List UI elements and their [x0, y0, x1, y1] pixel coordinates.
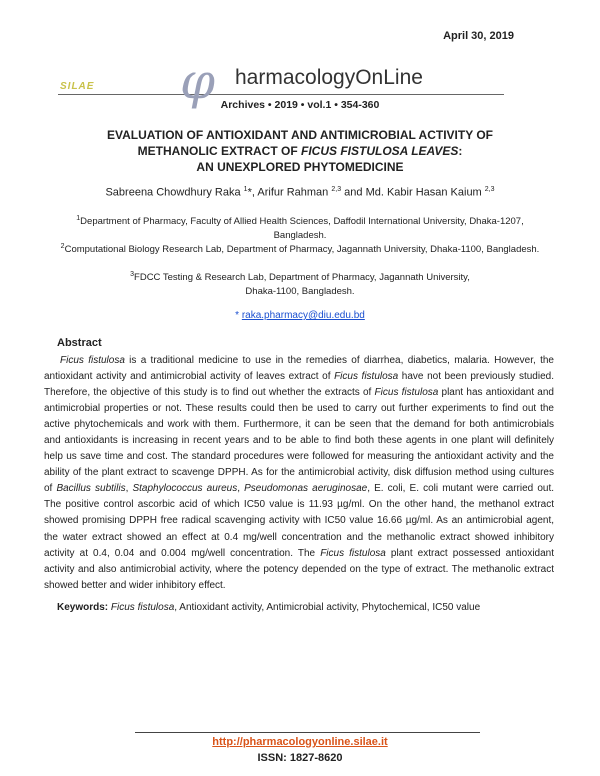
abstract-text: , [237, 483, 245, 495]
corresponding-mark: * [235, 310, 242, 321]
email-link[interactable]: raka.pharmacy@diu.edu.bd [241, 310, 365, 321]
species-name: Staphylococcus aureus [132, 483, 238, 495]
author-name: Arifur Rahman [257, 186, 332, 199]
species-name: Ficus fistulosa [320, 547, 386, 559]
affiliation-text: Computational Biology Research Lab, Department of Pharmacy, Jagannath University, Dhaka-1100, Bangladesh. [64, 244, 540, 256]
species-name: Ficus fistulosa [60, 355, 125, 366]
affiliation-number: 2 [60, 243, 65, 250]
author-affiliation-mark: 2,3 [484, 186, 495, 193]
abstract-text: , [125, 483, 133, 495]
affiliation [120, 268, 480, 299]
abstract-text: have not been previously studied. Therefore, the objective of this study is to find out whether the extracts of [44, 371, 554, 399]
title-text: METHANOLIC EXTRACT OF [137, 144, 301, 158]
species-name: Pseudomonas aeruginosae [244, 483, 368, 495]
affiliation [55, 240, 545, 257]
phi-logo-icon: φ [180, 52, 216, 110]
footer-divider [135, 732, 480, 733]
species-name: Bacillus subtilis [56, 483, 126, 495]
author-name: Sabreena Chowdhury Raka [105, 186, 244, 199]
species-name: Ficus fistulosa [374, 387, 439, 399]
author-affiliation-mark: 2,3 [331, 186, 342, 193]
author-affiliation-mark: 1 [243, 186, 248, 193]
abstract-text: is a traditional medicine to use in the remedies of diarrhea, diabetics, malaria. However, the antioxidant activity and antimicrobial activity of leaves extract of [44, 355, 554, 383]
footer-url [0, 736, 600, 748]
abstract-body [44, 353, 554, 594]
journal-logo-text: harmacologyOnLine [235, 66, 423, 89]
author-name: Md. Kabir Hasan Kaium [365, 186, 485, 199]
issn: ISSN: 1827-8620 [257, 752, 343, 764]
keyword-species: Ficus fistulosa [110, 602, 175, 613]
affiliation-text: FDCC Testing & Research Lab, Department of Pharmacy, Jagannath University, Dhaka-1100, Bangladesh. [134, 272, 470, 298]
title-line: AN UNEXPLORED PHYTOMEDICINE [196, 160, 404, 174]
journal-website-link[interactable]: http://pharmacologyonline.silae.it [212, 736, 388, 748]
keywords-label: Keywords: [57, 602, 109, 613]
affiliation-number: 1 [76, 215, 81, 222]
title-line [60, 143, 540, 159]
title-species: FICUS FISTULOSA LEAVES [300, 144, 459, 158]
keywords-list: , Antioxidant activity, Antimicrobial activity, Phytochemical, IC50 value [174, 602, 481, 613]
paper-title [60, 127, 540, 175]
affiliation [55, 212, 545, 243]
species-name: Ficus fistulosa [334, 371, 399, 383]
abstract-text: , E. coli, E. coli mutant were carried out. The positive control ascorbic acid of which IC50 value is 11.93 µg/ml. On the other hand, the methanol extract showed promising DPPH free radical scavenging activity with IC50 value 16.66 µg/ml. As an antimicrobial agent, the water extract showed an effect at 0.4 mg/well concentration and the methanolic extract showed inhibitory activity at 0.4, 0.04 and 0.004 mg/well concentration. The [44, 483, 555, 559]
silae-logo: SILAE [60, 81, 95, 92]
affiliation-text: Department of Pharmacy, Faculty of Allied Health Sciences, Daffodil International University, Dhaka-1207, Bangladesh. [80, 216, 524, 242]
abstract-text: plant has antioxidant and antimicrobial properties or not. These results could then be used to carry out further experiments to find out the active phytochemicals and work with them. Furthermore, it can be seen that the demand for both antimicrobials and antioxidants is increasing in recent years and to be able to find both these agents in one plant will definitely help us save time and cost. The standard procedures were followed for measuring the antioxidant activity and the ability of the plant extract to scavenge DPPH. As for the antimicrobial activity, disk diffusion method using cultures of [44, 387, 554, 495]
header-divider [58, 94, 504, 95]
journal-issue: Archives • 2019 • vol.1 • 354-360 [220, 99, 380, 111]
authors [0, 186, 600, 199]
affiliation-number: 3 [130, 271, 135, 278]
author-separator: and [341, 186, 366, 199]
keywords [57, 602, 480, 613]
abstract-heading: Abstract [57, 337, 102, 349]
corresponding-email [0, 310, 600, 321]
publication-date: April 30, 2019 [443, 30, 514, 42]
title-text: : [458, 144, 463, 158]
abstract-text: plant extract possessed antioxidant activity and also antimicrobial activity, where the potency depended on the type of extract. The methanolic extract showed better and wider inhibitory effect. [44, 547, 555, 591]
corresponding-mark: *, [247, 186, 258, 199]
title-line: EVALUATION OF ANTIOXIDANT AND ANTIMICROBIAL ACTIVITY OF [107, 128, 493, 142]
